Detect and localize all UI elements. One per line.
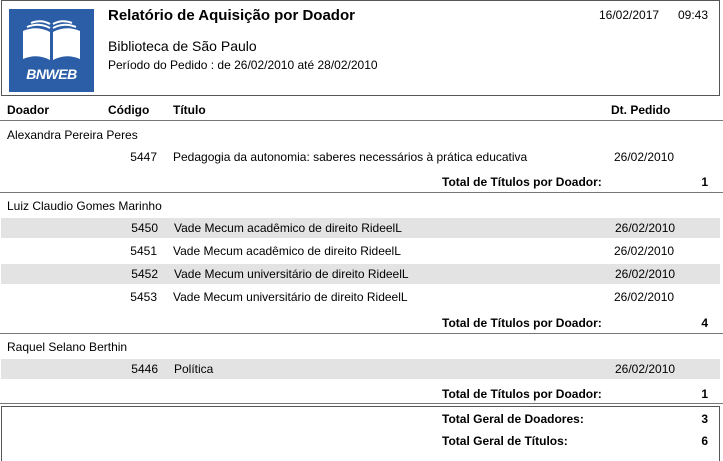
- row-code: 5452: [131, 267, 158, 281]
- row-title: Vade Mecum universitário de direito RideelL: [174, 267, 409, 281]
- report-title: Relatório de Aquisição por Doador: [108, 7, 355, 24]
- column-header-date: Dt. Pedido: [611, 103, 671, 117]
- row-code: 5453: [130, 290, 157, 304]
- donor-total-value: 1: [701, 387, 708, 401]
- row-date: 26/02/2010: [614, 290, 675, 304]
- row-title: Vade Mecum acadêmico de direito RideelL: [174, 221, 402, 235]
- row-title: Vade Mecum acadêmico de direito RideelL: [173, 244, 401, 258]
- table-row: [1, 218, 720, 238]
- row-date: 26/02/2010: [615, 267, 676, 281]
- column-header-title: Título: [173, 103, 206, 117]
- table-row: [1, 264, 720, 284]
- row-code: 5447: [130, 150, 157, 164]
- table-row: [1, 359, 720, 379]
- row-code: 5450: [131, 221, 158, 235]
- row-date: 26/02/2010: [614, 150, 675, 164]
- donor-total-label: Total de Títulos por Doador:: [442, 387, 602, 401]
- row-title: Vade Mecum universitário de direito RideelL: [173, 290, 408, 304]
- order-period: Período do Pedido : de 26/02/2010 até 28/02/2010: [108, 58, 378, 72]
- group-divider: [0, 403, 723, 404]
- logo-text: BNWEB: [26, 66, 77, 82]
- group-divider: [0, 333, 723, 334]
- table-row: [0, 241, 723, 261]
- table-row: [0, 287, 723, 307]
- row-code: 5446: [131, 362, 158, 376]
- donor-total-label: Total de Títulos por Doador:: [442, 316, 602, 330]
- report-date: 16/02/2017: [599, 8, 660, 22]
- row-date: 26/02/2010: [614, 244, 675, 258]
- total-titles-label: Total Geral de Títulos:: [442, 434, 568, 448]
- table-row: [0, 147, 723, 167]
- donor-total-label: Total de Títulos por Doador:: [442, 175, 602, 189]
- summary-box: [1, 406, 720, 461]
- report-time: 09:43: [678, 8, 709, 22]
- donor-name: Raquel Selano Berthin: [7, 340, 128, 354]
- column-header-code: Código: [108, 103, 150, 117]
- total-titles-value: 6: [701, 434, 708, 448]
- library-name: Biblioteca de São Paulo: [108, 38, 257, 54]
- group-divider: [0, 192, 723, 193]
- row-date: 26/02/2010: [615, 362, 676, 376]
- column-header-donor: Doador: [7, 103, 49, 117]
- donor-name: Luiz Claudio Gomes Marinho: [7, 199, 162, 213]
- header-divider: [0, 120, 723, 121]
- row-title: Política: [174, 362, 214, 376]
- donor-name: Alexandra Pereira Peres: [7, 128, 138, 142]
- row-code: 5451: [130, 244, 157, 258]
- row-date: 26/02/2010: [615, 221, 676, 235]
- total-donors-value: 3: [701, 412, 708, 426]
- bnweb-logo: [9, 9, 94, 92]
- donor-total-value: 1: [701, 175, 708, 189]
- row-title: Pedagogia da autonomia: saberes necessários à prática educativa: [173, 150, 528, 164]
- open-book-icon: [9, 9, 94, 69]
- total-donors-label: Total Geral de Doadores:: [442, 412, 584, 426]
- donor-total-value: 4: [701, 316, 708, 330]
